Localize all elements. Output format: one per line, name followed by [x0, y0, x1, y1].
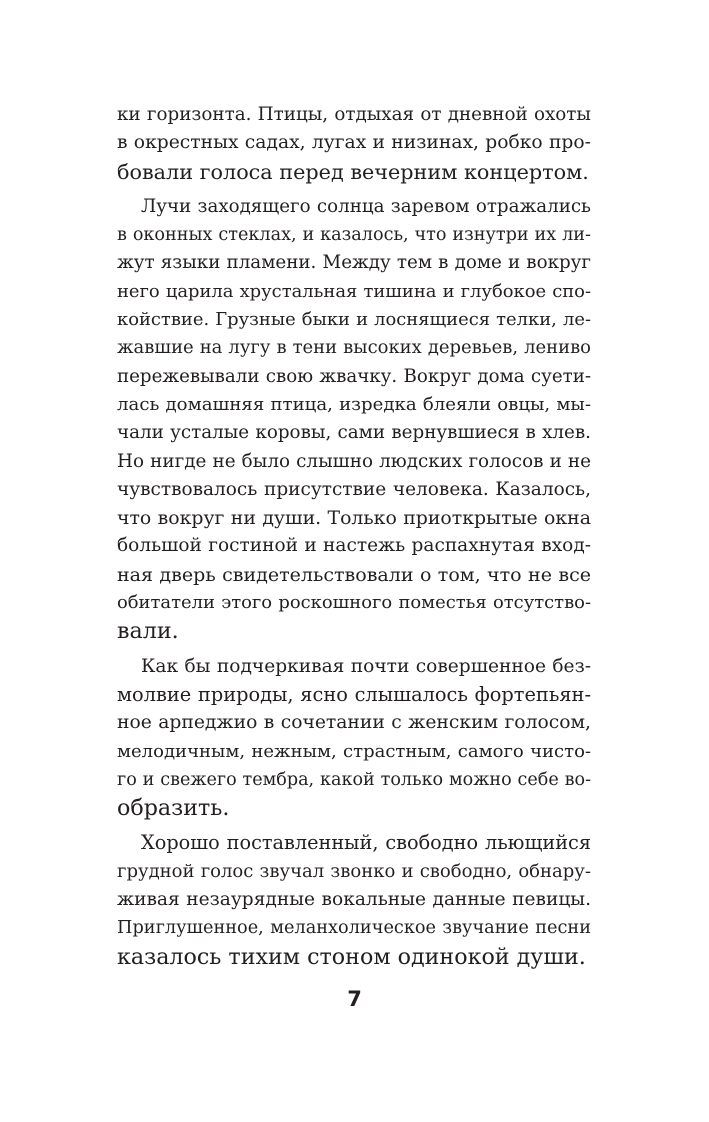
text-line: го и свежего тембра, какой только можно себе во-	[117, 769, 591, 790]
text-line: вали.	[117, 618, 179, 645]
text-line: мелодичным, нежным, страстным, самого чисто-	[117, 740, 591, 762]
text-line: большой гостиной и настежь распахнутая вход-	[117, 535, 591, 557]
text-line: ная дверь свидетельствовали о том, что не все	[117, 563, 591, 586]
text-line: в оконных стеклах, и казалось, что изнутри их ли-	[117, 225, 591, 246]
text-line: живая незаурядные вокальные данные певицы.	[117, 889, 591, 911]
text-line: пережевывали свою жвачку. Вокруг дома суети-	[117, 365, 591, 387]
text-line: чувствовалось присутствие человека. Казалось,	[117, 478, 591, 500]
text-line: что вокруг ни души. Только приоткрытые окна	[117, 507, 591, 530]
text-line: обитатели этого роскошного поместья отсутство-	[117, 592, 591, 614]
page-number: 7	[347, 987, 362, 1011]
text-line: него царила хрустальная тишина и глубокое спо-	[117, 280, 591, 302]
text-line: чали усталые коровы, сами вернувшиеся в хлев.	[117, 422, 591, 444]
text-line: лась домашняя птица, изредка блеяли овцы, мы-	[117, 393, 591, 415]
text-line: Как бы подчеркивая почти совершенное без-	[141, 655, 591, 677]
text-line: бовали голоса перед вечерним концертом.	[117, 159, 589, 184]
text-line: ки горизонта. Птицы, отдыхая от дневной охоты	[117, 104, 591, 125]
text-line: койствие. Грузные быки и лоснящиеся телки, ле-	[117, 309, 591, 331]
text-line: в окрестных садах, лугах и низинах, робко про-	[117, 132, 591, 154]
text-line: жавшие на лугу в тени высоких деревьев, лениво	[117, 337, 591, 359]
text-line: грудной голос звучал звонко и свободно, обнару-	[117, 860, 591, 882]
text-line: молвие природы, ясно слышалось фортепьян-	[117, 682, 591, 706]
text-line: Но нигде не было слышно людских голосов и не	[117, 450, 591, 472]
text-line: образить.	[117, 795, 230, 822]
text-line: Хорошо поставленный, свободно льющийся	[141, 831, 591, 855]
text-line: ное арпеджио в сочетании с женским голосом,	[117, 712, 591, 734]
text-line: Лучи заходящего солнца заревом отражались	[141, 195, 591, 217]
page-text	[117, 101, 591, 971]
text-line: жут языки пламени. Между тем в доме и вокруг	[117, 252, 591, 274]
text-line: казалось тихим стоном одинокой души.	[117, 943, 586, 970]
text-line: Приглушенное, меланхолическое звучание песни	[117, 918, 591, 939]
